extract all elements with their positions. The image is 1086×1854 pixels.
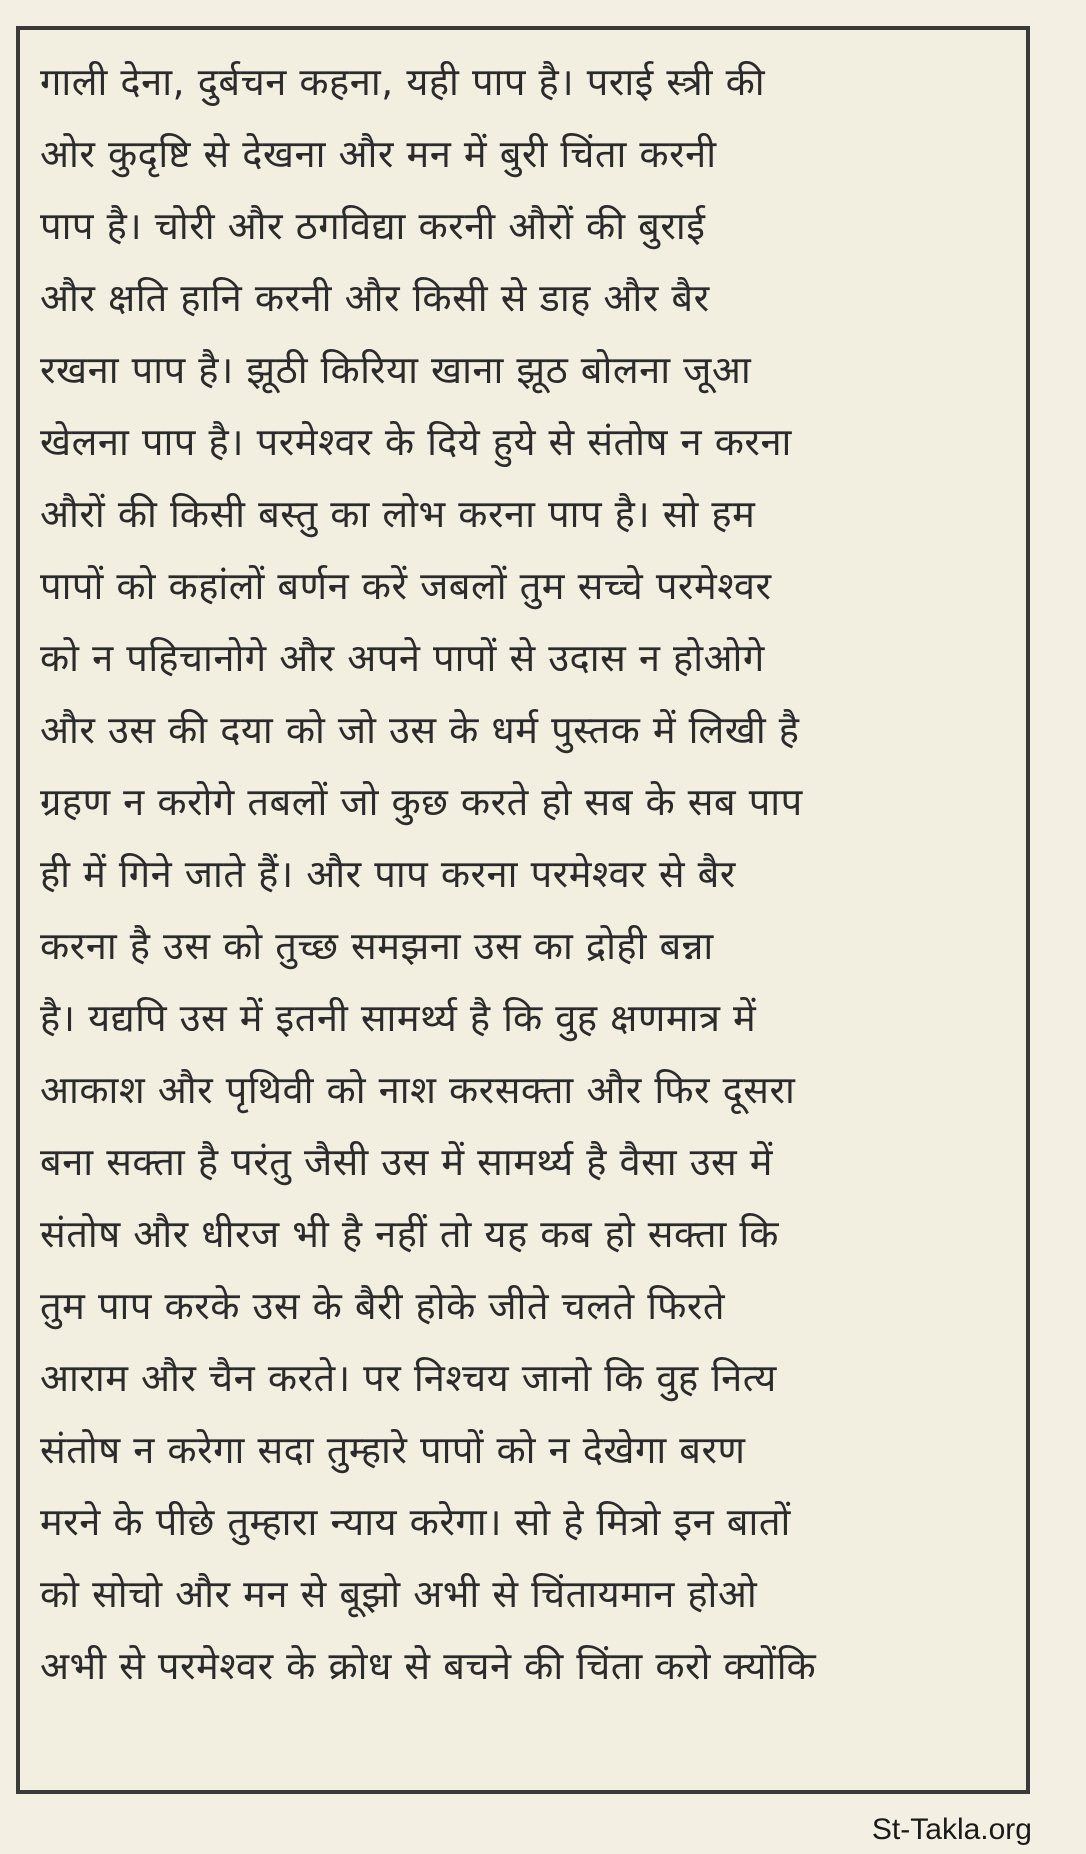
text-line: आकाश और पृथिवी को नाश करसक्ता और फिर दूसरा	[40, 1068, 796, 1112]
watermark: St-Takla.org	[871, 1813, 1032, 1846]
text-line: आराम और चैन करते। पर निश्चय जानो कि वुह नित्य	[40, 1356, 777, 1400]
text-line: को न पहिचानोगे और अपने पापों से उदास न होओगे	[40, 636, 765, 680]
text-line: खेलना पाप है। परमेश्वर के दिये हुये से संतोष न करना	[40, 420, 792, 464]
text-line: करना है उस को तुच्छ समझना उस का द्रोही बन्ना	[40, 924, 714, 968]
text-line: मरने के पीछे तुम्हारा न्याय करेगा। सो हे मित्रो इन बातों	[40, 1500, 791, 1544]
text-line: और उस की दया को जो उस के धर्म पुस्तक में लिखी है	[40, 708, 800, 752]
text-line: अभी से परमेश्वर के क्रोध से बचने की चिंता करो क्योंकि	[40, 1644, 817, 1688]
text-line: गाली देना, दुर्बचन कहना, यही पाप है। पराई स्त्री की	[40, 60, 766, 104]
text-frame	[16, 26, 1030, 1794]
text-line: ओर कुदृष्टि से देखना और मन में बुरी चिंता करनी	[40, 132, 717, 176]
text-line: ही में गिने जाते हैं। और पाप करना परमेश्वर से बैर	[40, 852, 736, 896]
body-text	[40, 46, 1014, 1702]
text-line: संतोष और धीरज भी है नहीं तो यह कब हो सक्ता कि	[40, 1212, 779, 1256]
text-line: पापों को कहांलों बर्णन करें जबलों तुम सच्चे परमेश्वर	[40, 564, 772, 608]
text-line: बना सक्ता है परंतु जैसी उस में सामर्थ्य है वैसा उस में	[40, 1140, 774, 1184]
text-line: को सोचो और मन से बूझो अभी से चिंतायमान होओ	[40, 1572, 758, 1616]
text-line: औरों की किसी बस्तु का लोभ करना पाप है। सो हम	[40, 492, 756, 536]
text-line: पाप है। चोरी और ठगविद्या करनी औरों की बुराई	[40, 204, 706, 248]
text-line: और क्षति हानि करनी और किसी से डाह और बैर	[40, 276, 710, 320]
text-line: है। यद्यपि उस में इतनी सामर्थ्य है कि वुह क्षणमात्र में	[40, 996, 757, 1040]
text-line: रखना पाप है। झूठी किरिया खाना झूठ बोलना जूआ	[40, 348, 752, 392]
text-line: संतोष न करेगा सदा तुम्हारे पापों को न देखेगा बरण	[40, 1428, 746, 1472]
text-line: तुम पाप करके उस के बैरी होके जीते चलते फिरते	[40, 1284, 726, 1328]
text-line: ग्रहण न करोगे तबलों जो कुछ करते हो सब के सब पाप	[40, 780, 803, 824]
